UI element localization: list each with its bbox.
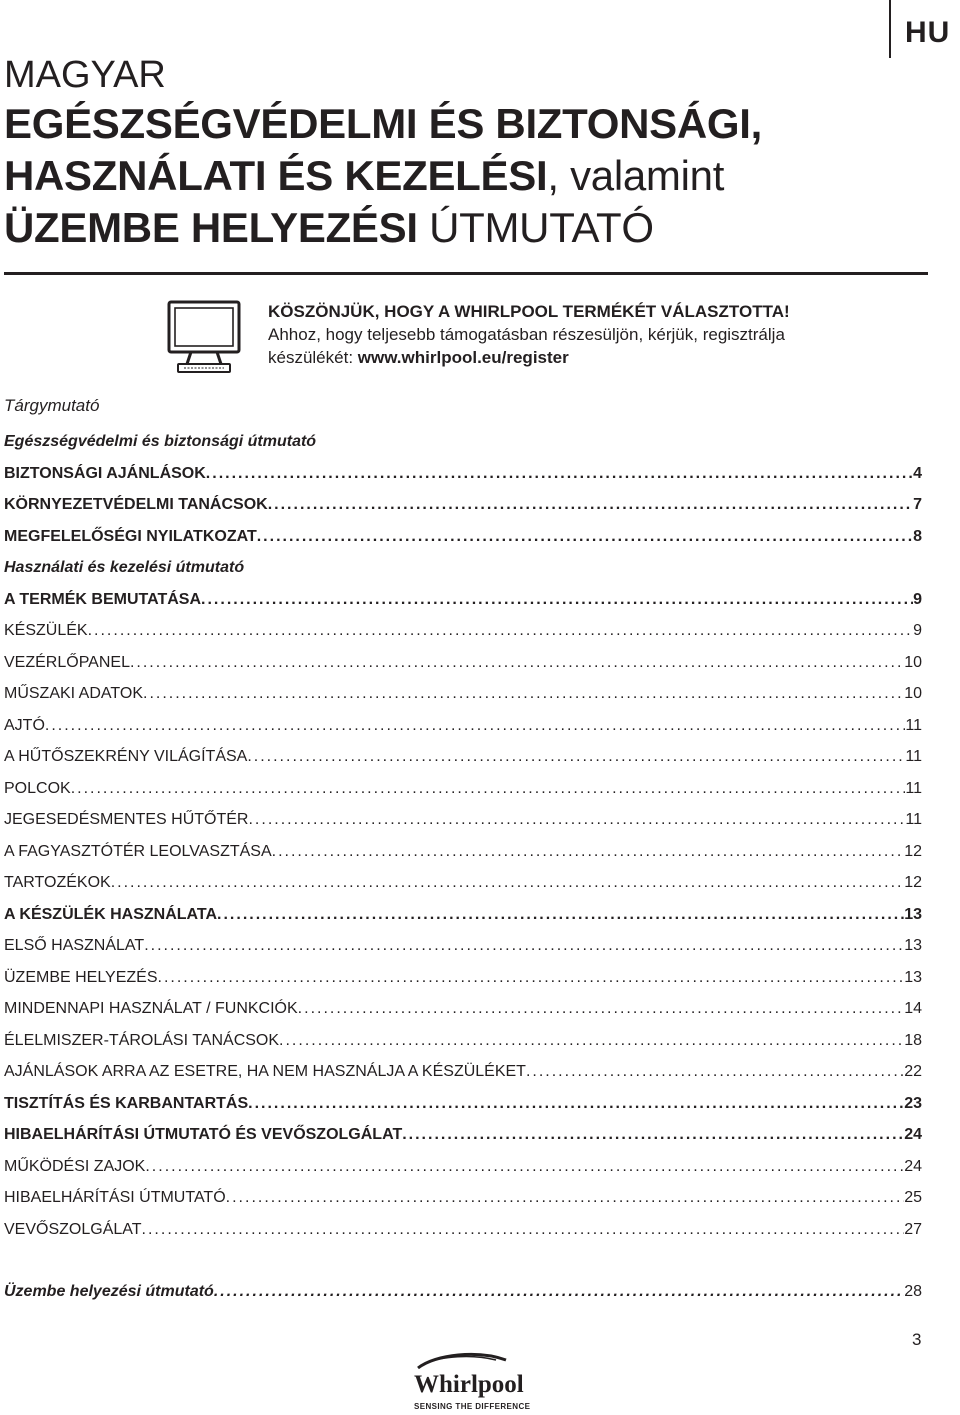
title-line-3: ÜZEMBE HELYEZÉSI ÚTMUTATÓ	[4, 204, 654, 251]
toc-section-safety: Egészségvédelmi és biztonsági útmutató	[4, 433, 317, 450]
title-line-2: HASZNÁLATI ÉS KEZELÉSI, valamint	[4, 152, 725, 199]
table-of-contents	[4, 426, 922, 1245]
toc-item[interactable]: ÜZEMBE HELYEZÉS ..... 13	[4, 962, 922, 994]
toc-heading: Tárgymutató	[4, 396, 100, 415]
toc-item[interactable]: MEGFELELŐSÉGI NYILATKOZAT ..... 8	[4, 521, 922, 553]
monitor-icon	[166, 298, 244, 376]
title-language: MAGYAR	[4, 54, 166, 96]
thanks-line: KÖSZÖNJÜK, HOGY A WHIRLPOOL TERMÉKÉT VÁLASZTOTTA!	[268, 302, 790, 321]
toc-item[interactable]: A FAGYASZTÓTÉR LEOLVASZTÁSA ..... 12	[4, 836, 922, 868]
register-line: Ahhoz, hogy teljesebb támogatásban részesüljön, kérjük, regisztrálja	[268, 325, 785, 344]
toc-item[interactable]: POLCOK ..... 11	[4, 773, 922, 805]
toc-item[interactable]: BIZTONSÁGI AJÁNLÁSOK ..... 4	[4, 458, 922, 490]
toc-item[interactable]: ELSŐ HASZNÁLAT ..... 13	[4, 930, 922, 962]
brand-tagline: SENSING THE DIFFERENCE	[414, 1402, 531, 1411]
header-divider	[889, 0, 891, 58]
register-line-2: készülékét: www.whirlpool.eu/register	[268, 348, 569, 367]
register-link[interactable]: www.whirlpool.eu/register	[357, 348, 569, 367]
toc-item[interactable]: AJTÓ ..... 11	[4, 710, 922, 742]
toc-item[interactable]: VEZÉRLŐPANEL ..... 10	[4, 647, 922, 679]
toc-item[interactable]: TARTOZÉKOK ..... 12	[4, 867, 922, 899]
toc-item[interactable]: HIBAELHÁRÍTÁSI ÚTMUTATÓ ÉS VEVŐSZOLGÁLAT ..... 24	[4, 1119, 922, 1151]
toc-item[interactable]: A KÉSZÜLÉK HASZNÁLATA ..... 13	[4, 899, 922, 931]
title-line-1: EGÉSZSÉGVÉDELMI ÉS BIZTONSÁGI,	[4, 100, 763, 147]
toc-item[interactable]: A TERMÉK BEMUTATÁSA ..... 9	[4, 584, 922, 616]
document-title	[4, 52, 884, 254]
toc-item[interactable]: MŰSZAKI ADATOK ..... 10	[4, 678, 922, 710]
toc-item[interactable]: MINDENNAPI HASZNÁLAT / FUNKCIÓK ..... 14	[4, 993, 922, 1025]
toc-item[interactable]: MŰKÖDÉSI ZAJOK ..... 24	[4, 1151, 922, 1183]
toc-item[interactable]: JEGESEDÉSMENTES HŰTŐTÉR ..... 11	[4, 804, 922, 836]
toc-section-usage: Használati és kezelési útmutató	[4, 559, 245, 576]
page-number: 3	[912, 1330, 922, 1349]
language-code: HU	[905, 16, 951, 49]
toc-item[interactable]: AJÁNLÁSOK ARRA AZ ESETRE, HA NEM HASZNÁLJA A KÉSZÜLÉKET ..... 22	[4, 1056, 922, 1088]
whirlpool-logo	[412, 1352, 524, 1400]
toc-item[interactable]: ÉLELMISZER-TÁROLÁSI TANÁCSOK ..... 18	[4, 1025, 922, 1057]
toc-item[interactable]: Üzembe helyezési útmutató ..... 28	[4, 1276, 922, 1308]
toc-item[interactable]: KÖRNYEZETVÉDELMI TANÁCSOK ..... 7	[4, 489, 922, 521]
toc-item[interactable]: VEVŐSZOLGÁLAT ..... 27	[4, 1214, 922, 1246]
toc-item[interactable]: TISZTÍTÁS ÉS KARBANTARTÁS ..... 23	[4, 1088, 922, 1120]
toc-item[interactable]: HIBAELHÁRÍTÁSI ÚTMUTATÓ ..... 25	[4, 1182, 922, 1214]
toc-item[interactable]: A HŰTŐSZEKRÉNY VILÁGÍTÁSA ..... 11	[4, 741, 922, 773]
title-divider	[4, 272, 928, 275]
toc-installation	[4, 1276, 922, 1308]
svg-text:Whirlpool: Whirlpool	[414, 1371, 524, 1398]
toc-item[interactable]: KÉSZÜLÉK ..... 9	[4, 615, 922, 647]
registration-notice	[268, 300, 908, 369]
